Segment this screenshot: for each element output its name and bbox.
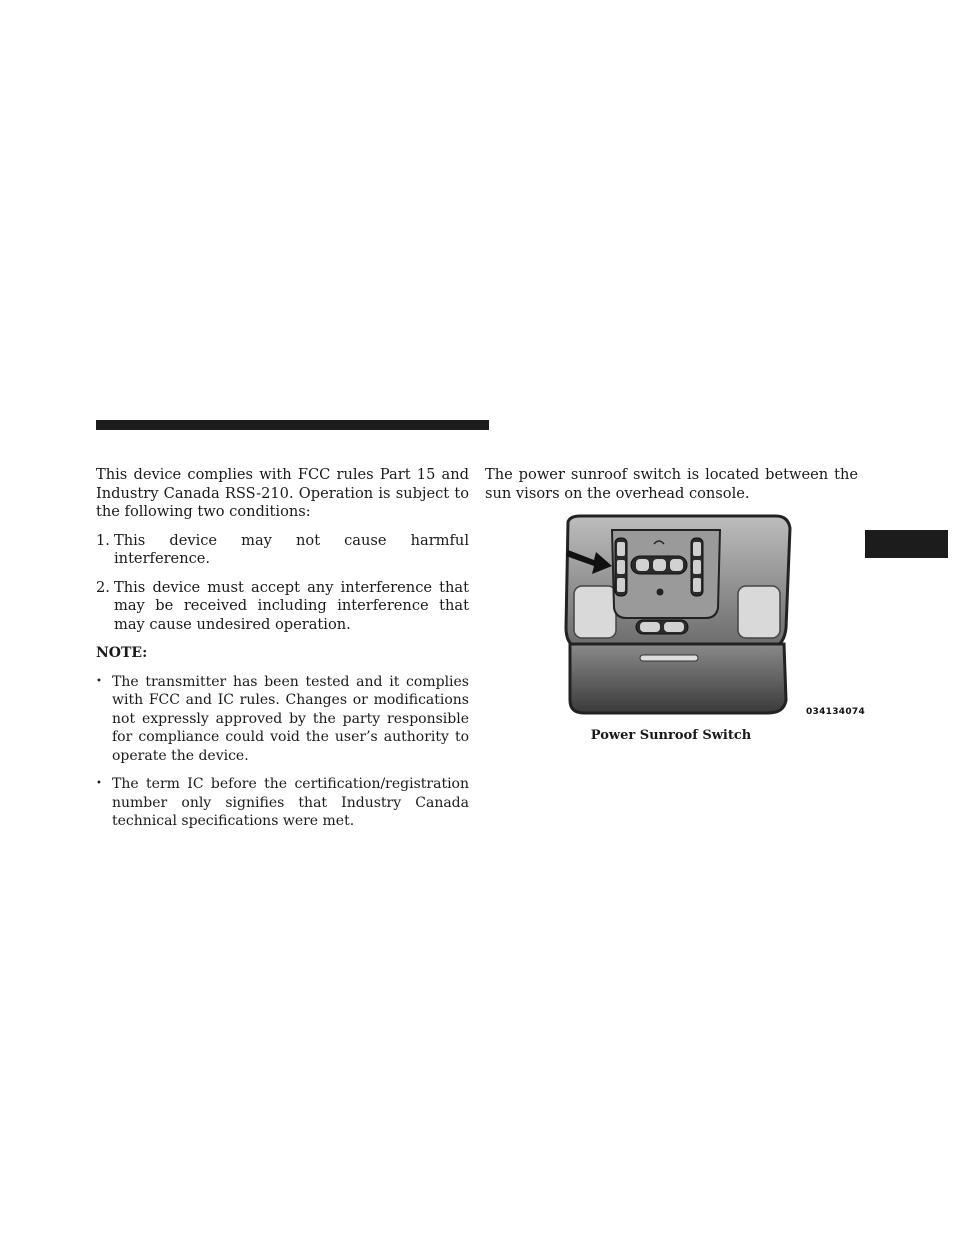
overhead-console-icon <box>540 508 860 723</box>
left-column <box>96 466 469 831</box>
note-item <box>96 775 469 831</box>
chapter-tab <box>865 530 948 558</box>
overhead-console-illustration <box>540 508 860 723</box>
note-item <box>96 673 469 766</box>
figure-code: 034134074 <box>806 707 866 717</box>
figure-caption: Power Sunroof Switch <box>590 728 752 743</box>
condition-number: 2. <box>96 578 110 596</box>
bullet-icon: • <box>96 675 102 687</box>
note-text: The transmitter has been tested and it complies with FCC and IC rules. Changes or modifications not expressly approved by the party responsible for compliance could void the user’s authority to operate the device. <box>112 673 469 764</box>
condition-item <box>96 579 469 635</box>
condition-text: This device must accept any interference that may be received including interference that may cause undesired operation. <box>114 578 469 633</box>
condition-text: This device may not cause harmful interference. <box>114 531 469 567</box>
fcc-intro: This device complies with FCC rules Part 15 and Industry Canada RSS-210. Operation is subject to the following two conditions: <box>96 466 469 520</box>
bullet-icon: • <box>96 778 102 789</box>
condition-number: 1. <box>96 531 110 549</box>
sunroof-intro: The power sunroof switch is located between the sun visors on the overhead console. <box>485 466 858 502</box>
right-column <box>485 466 858 503</box>
section-rule <box>96 420 489 430</box>
note-text: The term IC before the certification/registration number only signifies that Industry Canada technical specifications were met. <box>112 776 469 829</box>
note-label: NOTE: <box>96 645 148 661</box>
condition-item <box>96 532 469 569</box>
